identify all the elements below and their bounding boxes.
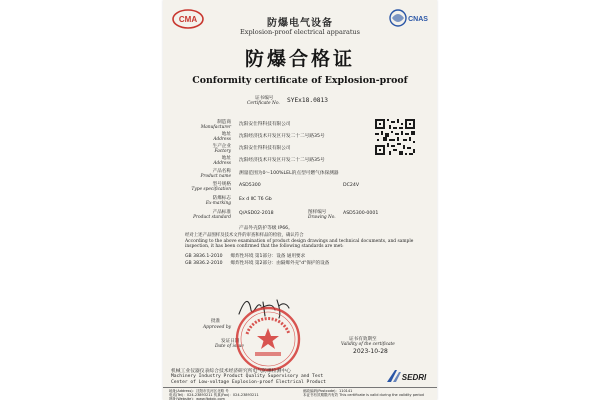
ex-marking-row bbox=[163, 195, 437, 210]
address-label: 地址 bbox=[221, 132, 231, 137]
ex-marking-label: 防爆标志 bbox=[212, 196, 231, 201]
ex-marking-label-en: Ex-marking bbox=[205, 201, 231, 206]
category-en: Explosion-proof electrical apparatus bbox=[240, 28, 360, 36]
footer-address: 地址(Address)：沈阳市沈河区北路 号 bbox=[169, 389, 229, 393]
footer-website: 网址(Website)：www.fbdqjc.com bbox=[169, 397, 225, 400]
statement-en-line2: inspection, it has been confirmed that the following standards are met: bbox=[185, 244, 344, 250]
conformity-statement bbox=[185, 233, 421, 250]
certificate-number bbox=[247, 95, 435, 113]
standard-code: GB 3836.2-2010 bbox=[185, 261, 223, 266]
certificate-number-value: SYEx18.0813 bbox=[287, 97, 328, 104]
approved-label-en: Approved by bbox=[203, 325, 232, 330]
footer-postcode: 邮政编码(Postcode)：110141 bbox=[303, 389, 353, 393]
ex-marking-value: Ex d ⅡC T6 Gb bbox=[239, 197, 272, 202]
cnas-logo-text: CNAS bbox=[408, 16, 428, 23]
product-standard-value: Q/ASD02-2018 bbox=[239, 211, 274, 216]
address-label-en: Address bbox=[213, 137, 231, 142]
manufacturer-value: 沈阳安仕得科技有限公司 bbox=[239, 122, 291, 127]
cma-logo-text: CMA bbox=[178, 15, 198, 24]
factory-value: 沈阳安仕得科技有限公司 bbox=[239, 146, 291, 151]
official-seal bbox=[233, 304, 303, 374]
standard-code: GB 3836.1-2010 bbox=[185, 254, 223, 259]
type-spec-value: ASD5300 bbox=[239, 183, 261, 188]
factory-label-en: Factory bbox=[214, 149, 231, 154]
rated-voltage-value: DC24V bbox=[343, 183, 360, 188]
certificate-number-label: 证书编号 bbox=[255, 96, 274, 101]
drawing-number-value: ASD5300-0001 bbox=[343, 211, 379, 216]
issue-date-label-en: Date of issue bbox=[215, 344, 244, 349]
product-standard-row bbox=[163, 209, 437, 224]
category-cn: 防爆电气设备 bbox=[267, 18, 333, 29]
type-spec-row bbox=[163, 181, 437, 196]
footer-phone: 电话(Tel)：024-23893211 传真(Fax)：024-23893211 bbox=[169, 393, 259, 397]
product-standard-label-en: Product standard bbox=[193, 215, 231, 220]
issuer-name-en-line1: Machinery Industry Product Quality Supervisory and Test bbox=[171, 374, 324, 379]
cnas-logo bbox=[388, 6, 430, 32]
issuer-name-en-line2: Center of Low-voltage Explosion-proof Electrical Product bbox=[171, 380, 326, 385]
issue-date-label: 发证日期 bbox=[221, 339, 240, 344]
manufacturer-label-en: Manufacturer bbox=[200, 125, 231, 130]
protection-rating: 产品外壳防护等级 IP66。 bbox=[239, 226, 293, 231]
manufacturer-label: 制造商 bbox=[217, 120, 231, 125]
standard-item bbox=[185, 260, 425, 266]
statement-cn: 经对上述产品图样及技术文件的审查和样品的检验，确认符合 bbox=[185, 233, 304, 238]
statement-en-line1: According to the above examination of product design drawings and technical documents, and sample bbox=[185, 238, 414, 244]
certificate-sheet bbox=[163, 0, 437, 400]
type-spec-label: 型号规格 bbox=[212, 182, 231, 187]
product-name-label-en: Product name bbox=[200, 174, 231, 179]
factory-address-label-en: Address bbox=[213, 161, 231, 166]
standard-item bbox=[185, 253, 425, 259]
certificate-number-label-en: Certificate No. bbox=[247, 101, 280, 106]
product-name-label: 产品名称 bbox=[212, 169, 231, 174]
footer bbox=[163, 387, 437, 400]
standard-text: 爆炸性环境 第1部分：设备 通用要求 bbox=[230, 254, 306, 259]
standard-text: 爆炸性环境 第2部分：由隔爆外壳"d"保护的设备 bbox=[230, 261, 330, 266]
product-standard-label: 产品标准 bbox=[212, 210, 231, 215]
approved-label: 批准 bbox=[211, 319, 221, 324]
factory-address-label: 地址 bbox=[221, 156, 231, 161]
type-spec-label-en: Type specification bbox=[191, 187, 231, 192]
validity-label-en: Validity of the certificate bbox=[341, 342, 395, 347]
address-value: 沈阳经济技术开发区开发二十二号路35号 bbox=[239, 134, 325, 139]
validity-date: 2023-10-28 bbox=[353, 348, 388, 355]
factory-label: 生产企业 bbox=[212, 144, 231, 149]
sedri-logo-text: SEDRI bbox=[401, 373, 427, 382]
validity-label: 证书有效期至 bbox=[349, 337, 377, 342]
factory-address-value: 沈阳经济技术开发区开发二十二号路35号 bbox=[239, 158, 325, 163]
page-title: 防爆合格证 bbox=[244, 48, 355, 70]
drawing-number-label: 图样编号 bbox=[308, 210, 327, 215]
drawing-number-label-en: Drawing No. bbox=[308, 215, 336, 220]
product-name-value: 测量范围为0～100%LEL的点型可燃气体探测器 bbox=[239, 171, 339, 176]
issuer-name-cn: 机械工业仪器仪表综合技术经济研究所电气防爆检测中心 bbox=[171, 369, 291, 374]
page-title-en: Conformity certificate of Explosion-proof bbox=[192, 75, 408, 86]
sedri-logo bbox=[385, 368, 429, 384]
footer-validity-note: 本证书有效期限内有效 This certificate is valid during the validity period bbox=[303, 393, 424, 397]
